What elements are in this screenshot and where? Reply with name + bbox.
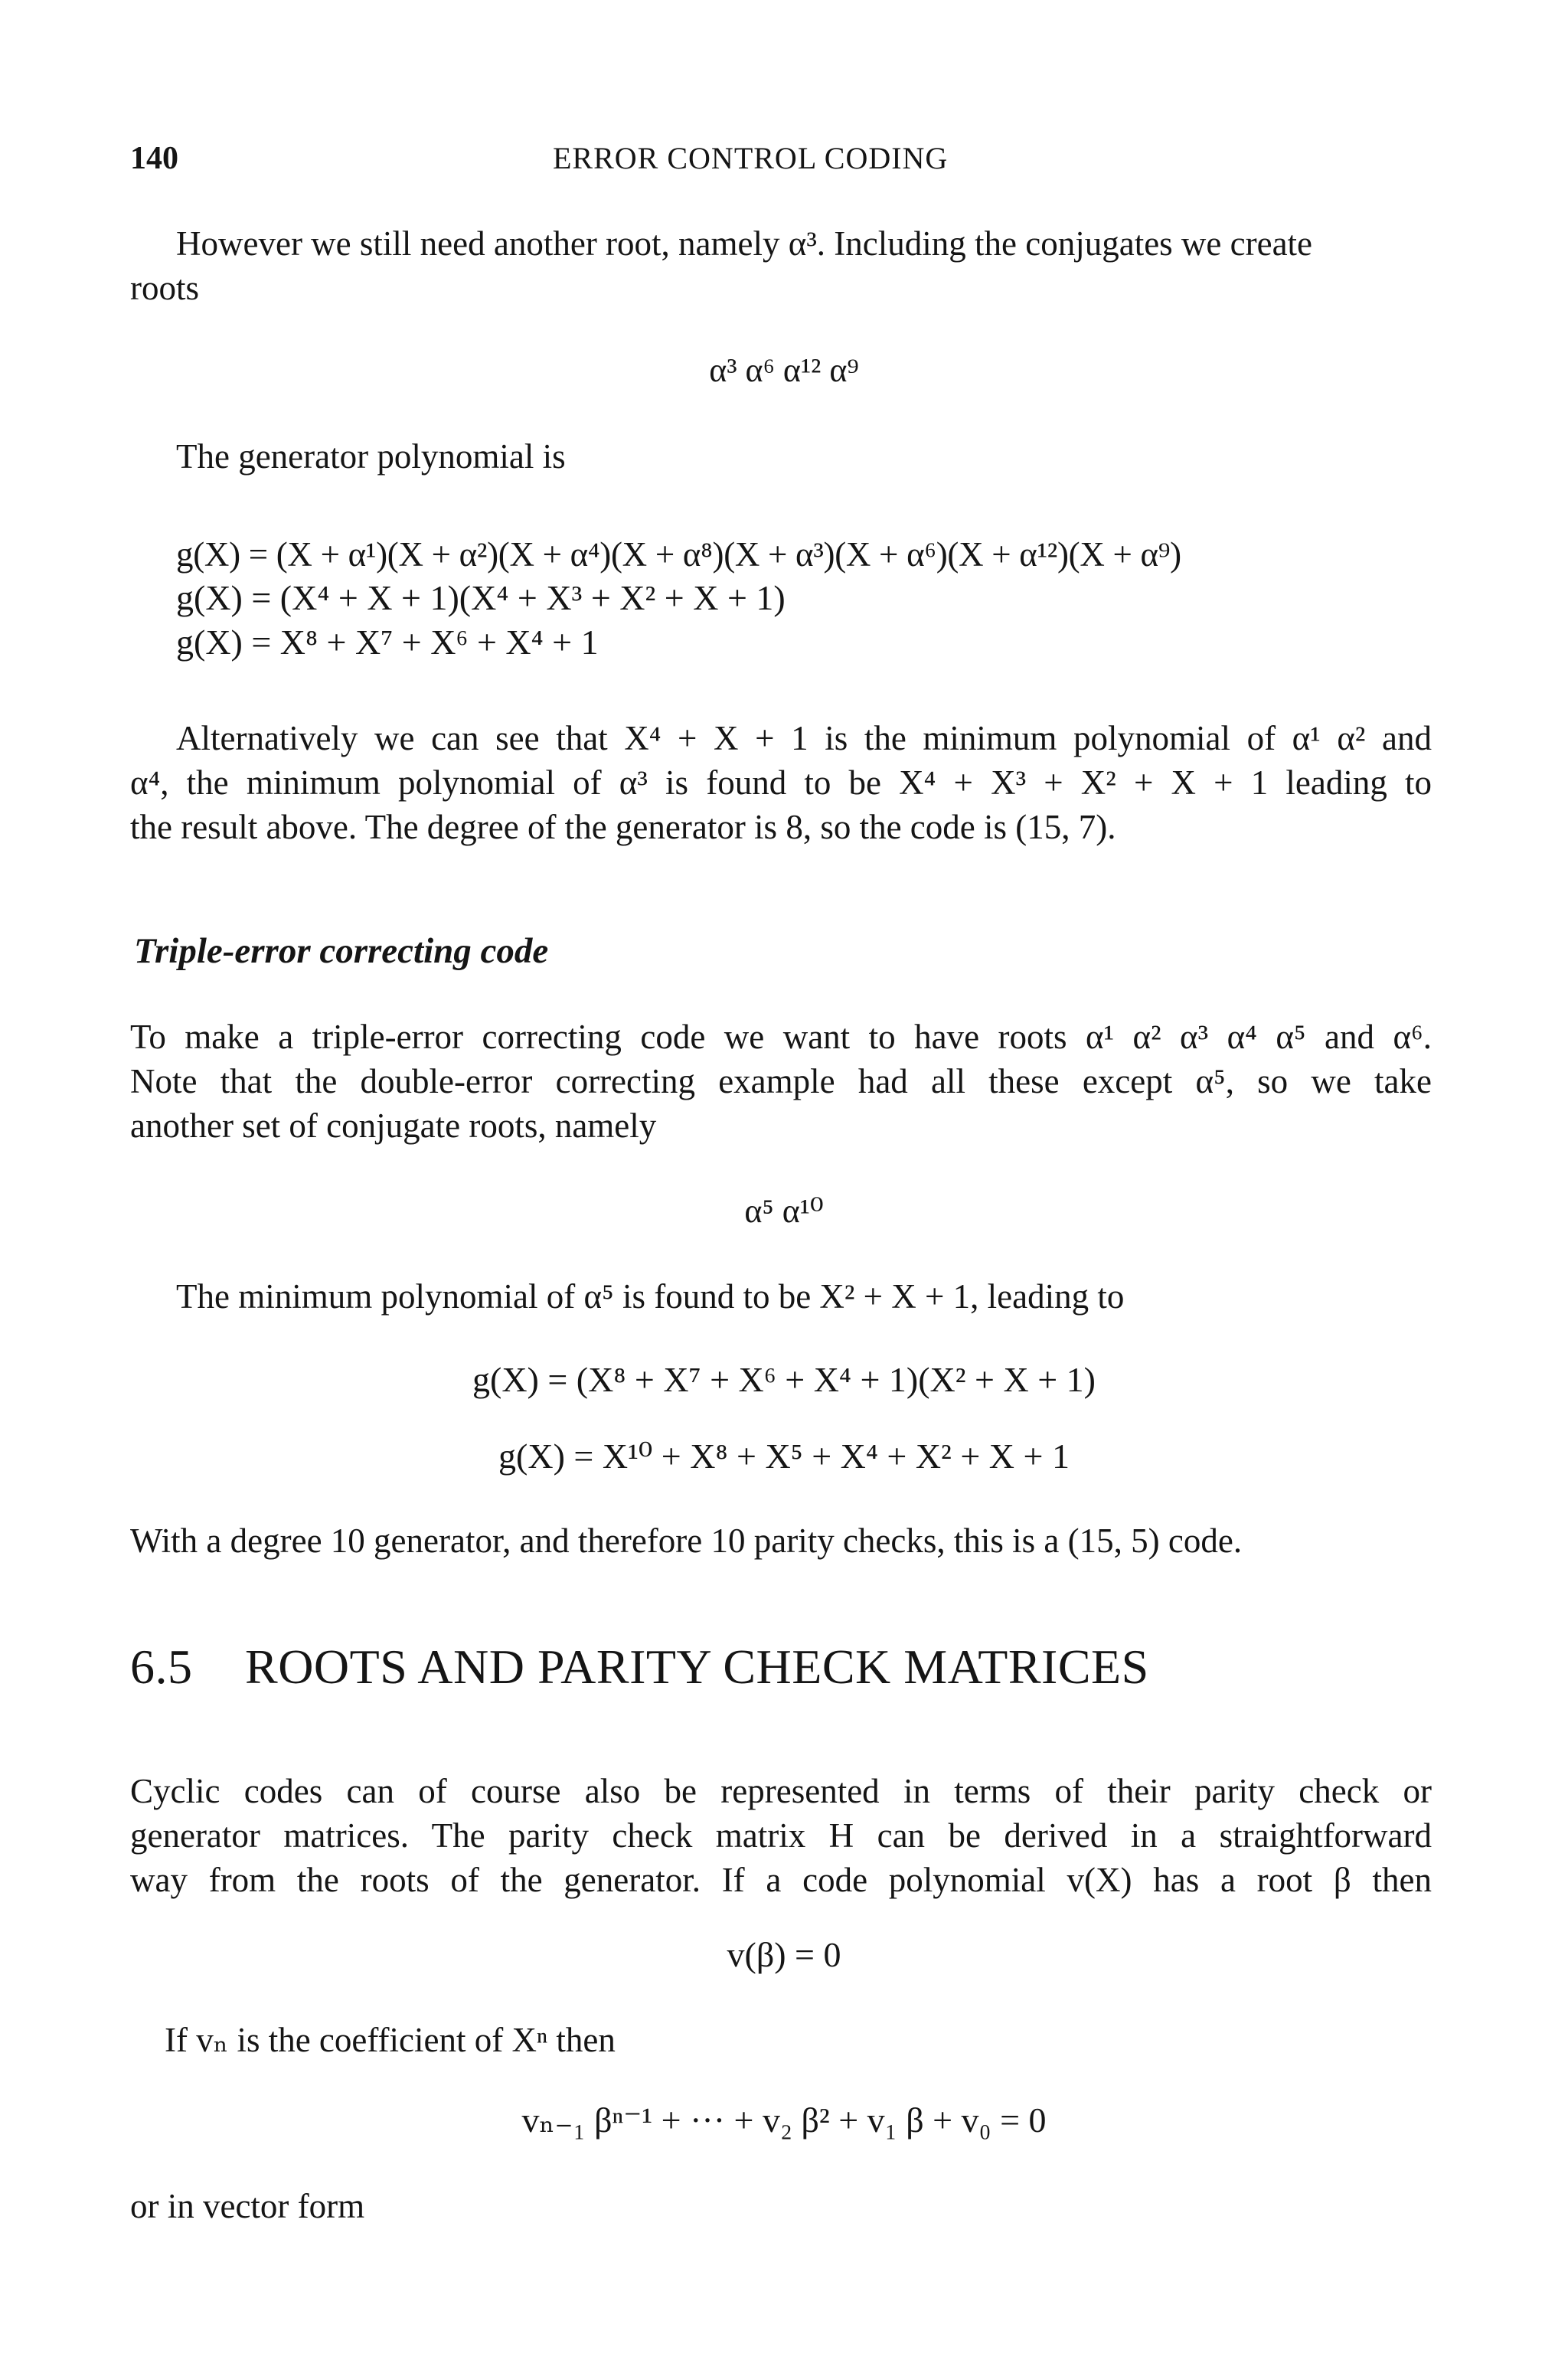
equation-line: g(X) = X⁸ + X⁷ + X⁶ + X⁴ + 1 — [176, 623, 599, 662]
running-title: ERROR CONTROL CODING — [553, 141, 949, 175]
section-title-triple: Triple-error correcting code — [134, 931, 549, 971]
paragraph-line: Note that the double-error correcting example had all these except α⁵, so we take — [130, 1062, 1432, 1100]
paragraph-4: The minimum polynomial of α⁵ is found to be X² + X + 1, leading to — [176, 1277, 1125, 1316]
equation-polynomial: vₙ₋₁ βⁿ⁻¹ + ··· + v₂ β² + v₁ β + v₀ = 0 — [521, 2100, 1047, 2140]
section-heading: ROOTS AND PARITY CHECK MATRICES — [245, 1639, 1149, 1694]
equation-line: g(X) = (X⁸ + X⁷ + X⁶ + X⁴ + 1)(X² + X + 1) — [472, 1360, 1096, 1399]
paragraph-line: To make a triple-error correcting code we want to have roots α¹ α² α³ α⁴ α⁵ and α⁶. — [130, 1018, 1432, 1056]
paragraph-line: α⁴, the minimum polynomial of α³ is found to be X⁴ + X³ + X² + X + 1 leading to — [130, 763, 1432, 802]
paragraph-line: Cyclic codes can of course also be represented in terms of their parity check or — [130, 1772, 1432, 1810]
paragraph-line: generator matrices. The parity check matrix H can be derived in a straightforward — [130, 1816, 1432, 1855]
paragraph-line: way from the roots of the generator. If a code polynomial v(X) has a root β then — [130, 1861, 1432, 1899]
paragraph-line: another set of conjugate roots, namely — [130, 1107, 657, 1145]
paragraph-7: If vₙ is the coefficient of Xⁿ then — [165, 2021, 616, 2059]
equation-line: g(X) = (X⁴ + X + 1)(X⁴ + X³ + X² + X + 1) — [176, 578, 786, 617]
paragraph-1 — [130, 221, 1432, 310]
paragraph-6 — [130, 1769, 1432, 1902]
paragraph-line: roots — [130, 269, 199, 307]
paragraph-line: the result above. The degree of the generator is 8, so the code is (15, 7). — [130, 808, 1116, 846]
section-number: 6.5 — [130, 1639, 193, 1694]
equation-line: g(X) = X¹⁰ + X⁸ + X⁵ + X⁴ + X² + X + 1 — [498, 1437, 1070, 1476]
paragraph-5: With a degree 10 generator, and therefore 10 parity checks, this is a (15, 5) code. — [130, 1522, 1243, 1560]
roots-display-2: α⁵ α¹⁰ — [744, 1192, 824, 1230]
equation-root: v(β) = 0 — [727, 1935, 841, 1974]
paragraph-8: or in vector form — [130, 2187, 365, 2225]
paragraph-line: However we still need another root, namely α³. Including the conjugates we create — [176, 224, 1313, 263]
generator-intro: The generator polynomial is — [176, 437, 566, 476]
paragraph-2 — [130, 716, 1432, 849]
page-number: 140 — [130, 141, 178, 176]
equation-line: g(X) = (X + α¹)(X + α²)(X + α⁴)(X + α⁸)(X + α³)(X + α⁶)(X + α¹²)(X + α⁹) — [176, 535, 1181, 574]
paragraph-3 — [130, 1015, 1432, 1148]
roots-display: α³ α⁶ α¹² α⁹ — [709, 351, 859, 389]
paragraph-line: Alternatively we can see that X⁴ + X + 1 is the minimum polynomial of α¹ α² and — [176, 719, 1432, 757]
